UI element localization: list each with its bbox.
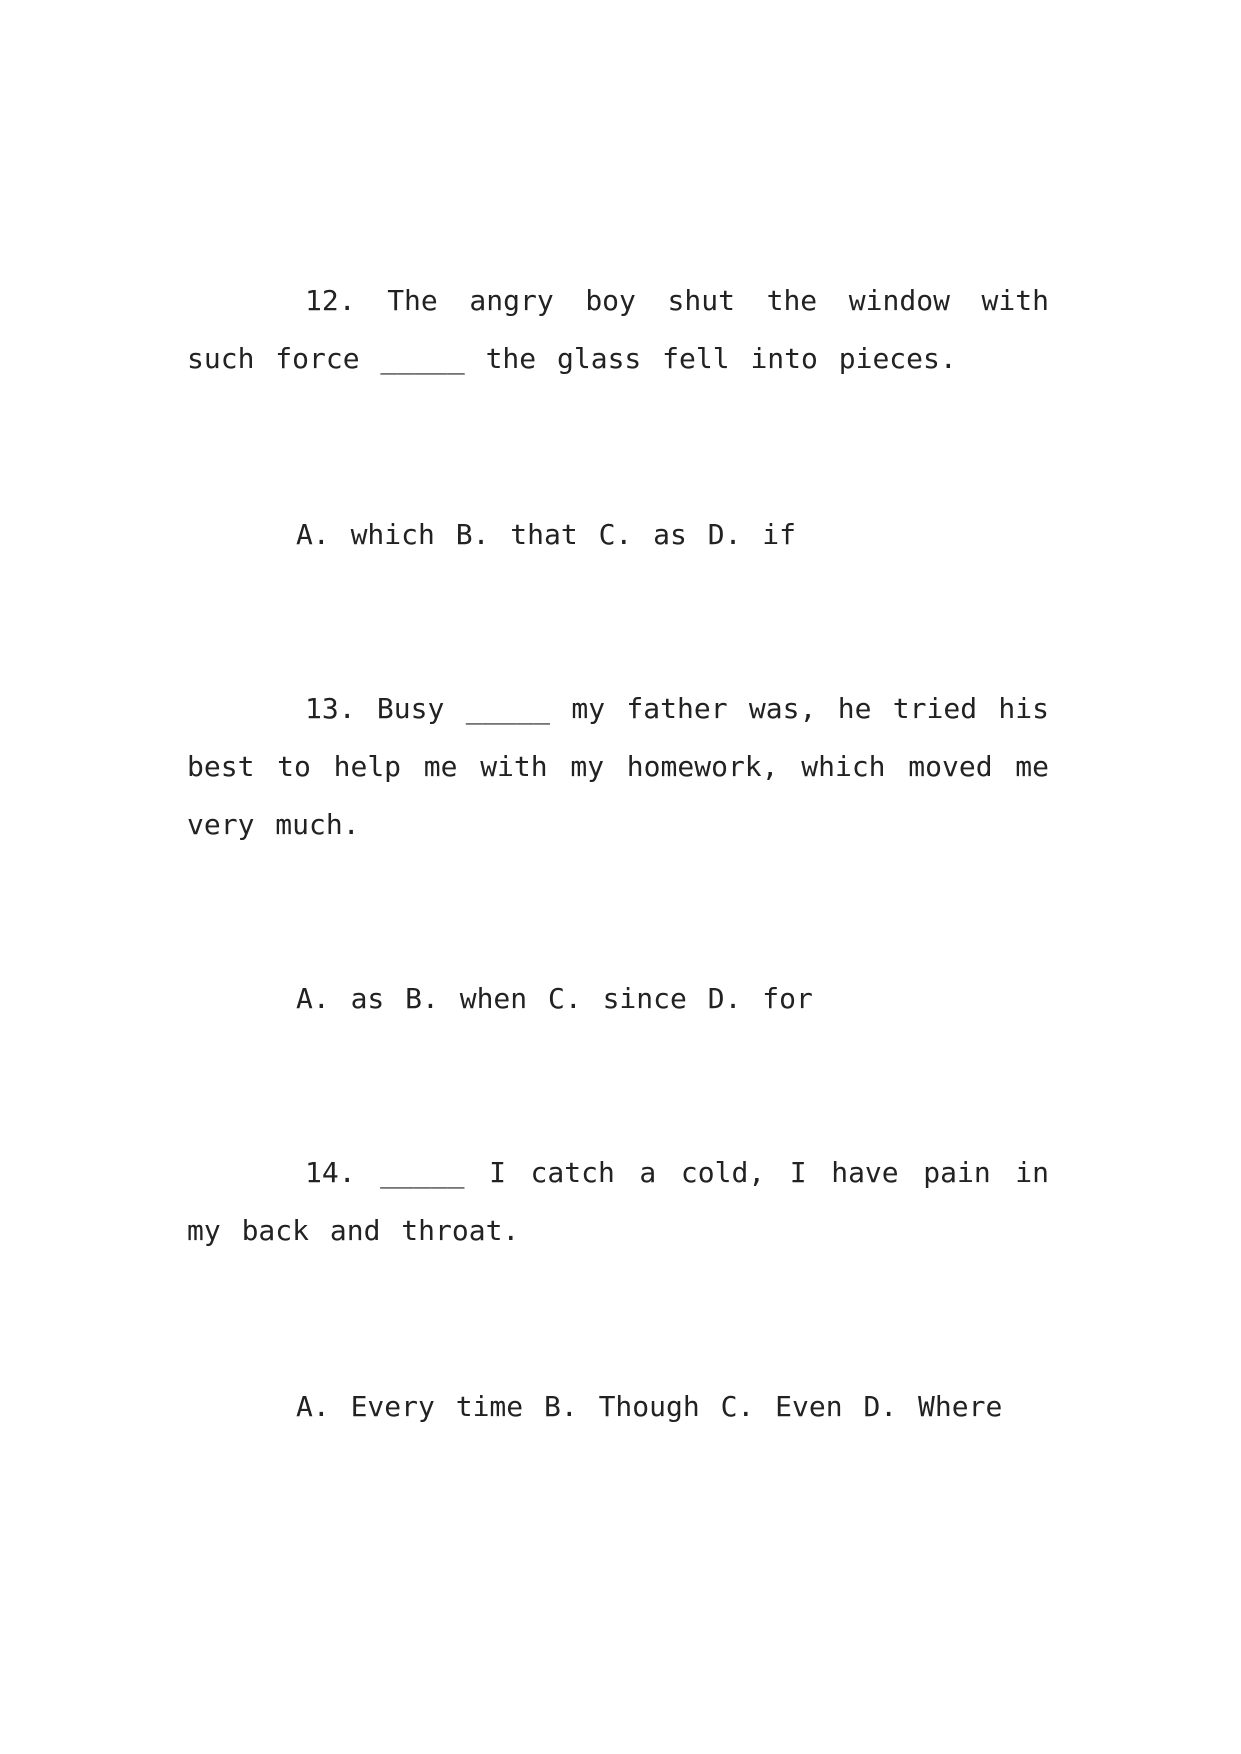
question-12-options: A. which B. that C. as D. if — [296, 518, 797, 551]
question-13-options: A. as B. when C. since D. for — [296, 982, 813, 1015]
question-12-text: 12. The angry boy shut the window with such force _____ the glass fell into pieces. — [187, 284, 1049, 375]
question-13-text: 13. Busy _____ my father was, he tried his best to help me with my homework, which moved me very much. — [187, 692, 1049, 841]
question-12-stem — [187, 272, 1049, 388]
question-14-text: 14. _____ I catch a cold, I have pain in my back and throat. — [187, 1156, 1049, 1247]
question-14-options: A. Every time B. Though C. Even D. Where — [296, 1390, 1003, 1423]
question-13-stem — [187, 680, 1049, 854]
question-14-stem — [187, 1144, 1049, 1260]
